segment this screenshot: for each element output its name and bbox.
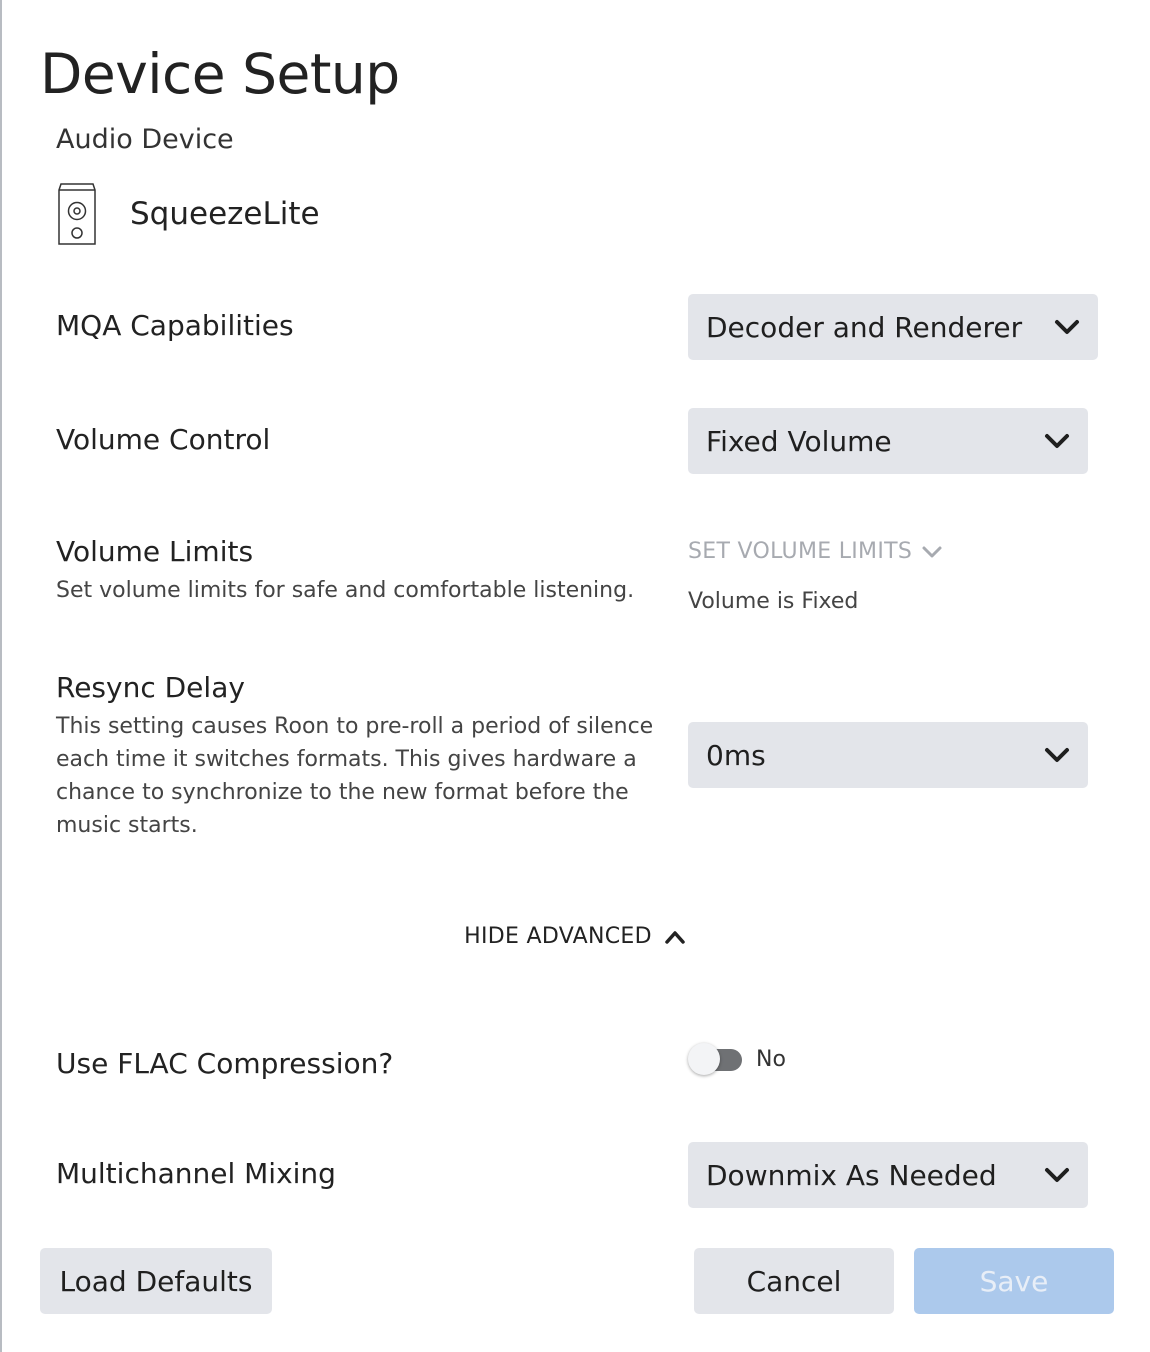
toggle-knob[interactable] — [688, 1043, 720, 1075]
audio-device-name: SqueezeLite — [130, 196, 320, 232]
toggle-track[interactable] — [690, 1049, 742, 1071]
resync-delay-dropdown[interactable] — [688, 722, 1088, 788]
resync-delay-value: 0ms — [706, 738, 766, 772]
volume-fixed-note: Volume is Fixed — [688, 589, 859, 614]
flac-compression-label: Use FLAC Compression? — [56, 1047, 394, 1080]
save-button[interactable]: Save — [914, 1248, 1114, 1314]
chevron-down-icon — [1044, 1165, 1070, 1185]
flac-compression-state: No — [756, 1047, 786, 1072]
audio-device-section-label: Audio Device — [56, 124, 234, 155]
audio-device-row — [56, 182, 320, 246]
set-volume-limits-link[interactable] — [688, 539, 942, 564]
load-defaults-button[interactable]: Load Defaults — [40, 1248, 272, 1314]
dialog-title: Device Setup — [40, 42, 400, 106]
mqa-capabilities-value: Decoder and Renderer — [706, 310, 1023, 344]
flac-compression-toggle[interactable] — [690, 1047, 786, 1072]
mqa-capabilities-label: MQA Capabilities — [56, 309, 294, 342]
multichannel-mixing-label: Multichannel Mixing — [56, 1157, 336, 1190]
chevron-down-icon — [922, 545, 942, 559]
chevron-down-icon — [1044, 431, 1070, 451]
volume-control-dropdown[interactable] — [688, 408, 1088, 474]
cancel-button[interactable]: Cancel — [694, 1248, 894, 1314]
hide-advanced-toggle[interactable] — [0, 924, 1150, 949]
volume-limits-label: Volume Limits — [56, 535, 254, 568]
mqa-capabilities-dropdown[interactable] — [688, 294, 1098, 360]
resync-delay-description: This setting causes Roon to pre-roll a period of silence each time it switches formats. This gives hardware a chance to synchronize to the new format before the music starts. — [56, 714, 654, 838]
volume-control-value: Fixed Volume — [706, 424, 892, 458]
set-volume-limits-label: SET VOLUME LIMITS — [688, 539, 913, 564]
hide-advanced-label: HIDE ADVANCED — [464, 924, 652, 949]
multichannel-mixing-dropdown[interactable] — [688, 1142, 1088, 1208]
chevron-down-icon — [1044, 745, 1070, 765]
volume-control-label: Volume Control — [56, 423, 271, 456]
chevron-up-icon — [664, 929, 686, 945]
volume-limits-description: Set volume limits for safe and comfortable listening. — [56, 578, 635, 603]
multichannel-mixing-value: Downmix As Needed — [706, 1158, 997, 1192]
settings-scroll-area[interactable] — [0, 124, 1150, 1232]
resync-delay-label: Resync Delay — [56, 671, 245, 704]
chevron-down-icon — [1054, 317, 1080, 337]
speaker-icon — [56, 182, 98, 246]
